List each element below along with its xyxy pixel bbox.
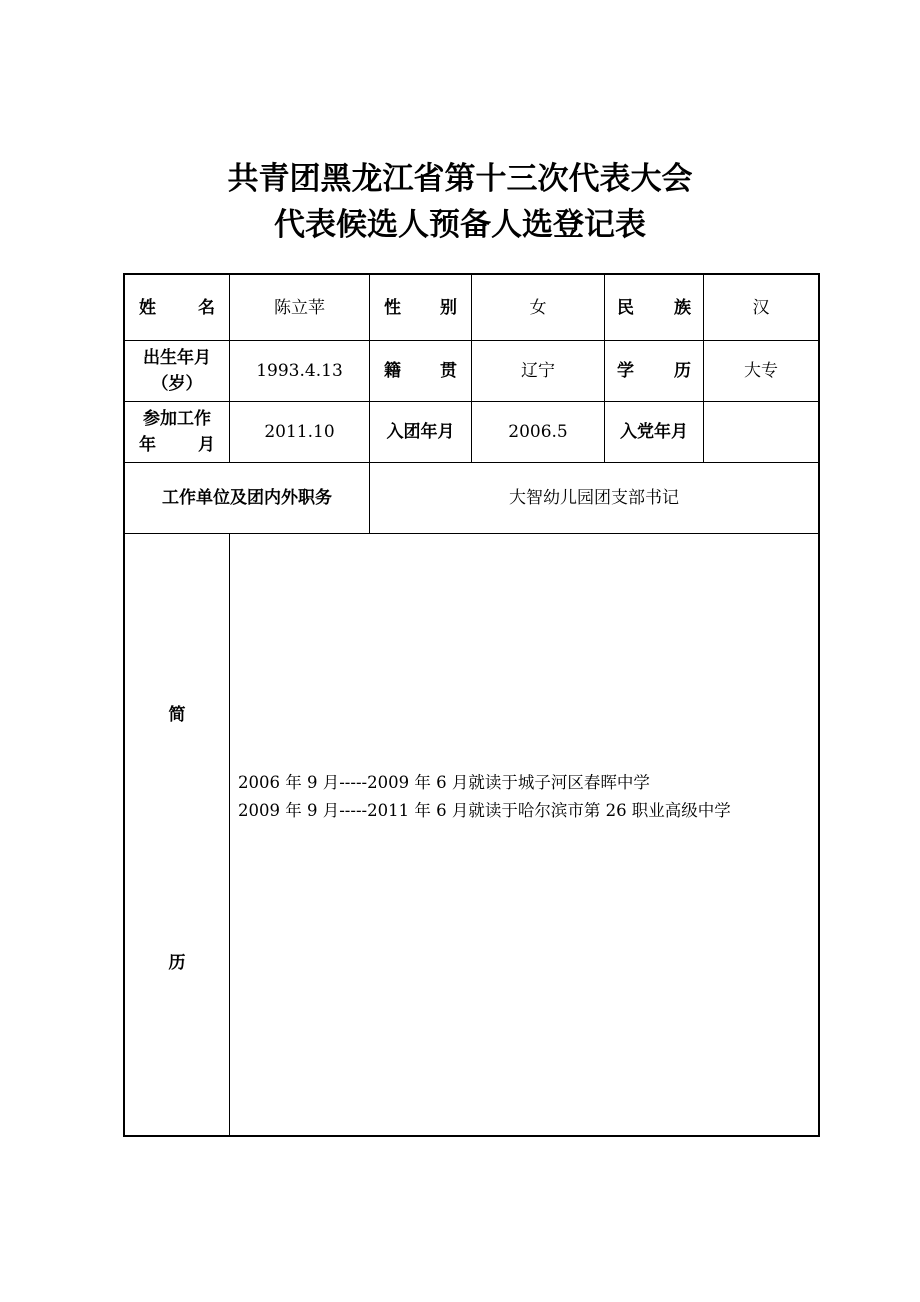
gender-value: 女	[529, 297, 547, 318]
resume-entry: 2009 年 9 月-----2011 年 6 月就读于哈尔滨市第 26 职业高级中学	[238, 801, 731, 820]
position-value: 大智幼儿园团支部书记	[509, 488, 679, 508]
native-place-value: 辽宁	[521, 361, 555, 381]
birth-label: 出生年月 （岁）	[143, 348, 211, 394]
party-join-value	[704, 402, 818, 462]
birth-value: 1993.4.13	[256, 361, 343, 381]
position-label: 工作单位及团内外职务	[162, 488, 332, 508]
resume-label-top: 简	[168, 705, 186, 725]
ethnicity-value: 汉	[752, 297, 770, 318]
form-title-line2: 代表候选人预备人选登记表	[274, 207, 646, 243]
resume-label-bottom: 历	[168, 953, 186, 973]
league-join-value: 2006.5	[508, 422, 568, 442]
league-join-label: 入团年月	[386, 422, 455, 442]
name-label: 姓 名	[139, 297, 215, 318]
ethnicity-label: 民 族	[617, 297, 691, 318]
name-value: 陈立苹	[274, 297, 325, 318]
resume-entry: 2006 年 9 月-----2009 年 6 月就读于城子河区春晖中学	[238, 773, 650, 792]
education-label: 学 历	[617, 361, 691, 381]
gender-label: 性 别	[384, 297, 457, 318]
work-start-label: 参加工作 年 月	[139, 409, 215, 455]
registration-form-table	[123, 273, 820, 1137]
work-start-value: 2011.10	[264, 422, 335, 442]
resume-content	[238, 769, 731, 825]
native-place-label: 籍 贯	[384, 361, 457, 381]
education-value: 大专	[744, 361, 778, 381]
form-title-line1: 共青团黑龙江省第十三次代表大会	[227, 161, 693, 197]
party-join-label: 入党年月	[620, 422, 688, 442]
